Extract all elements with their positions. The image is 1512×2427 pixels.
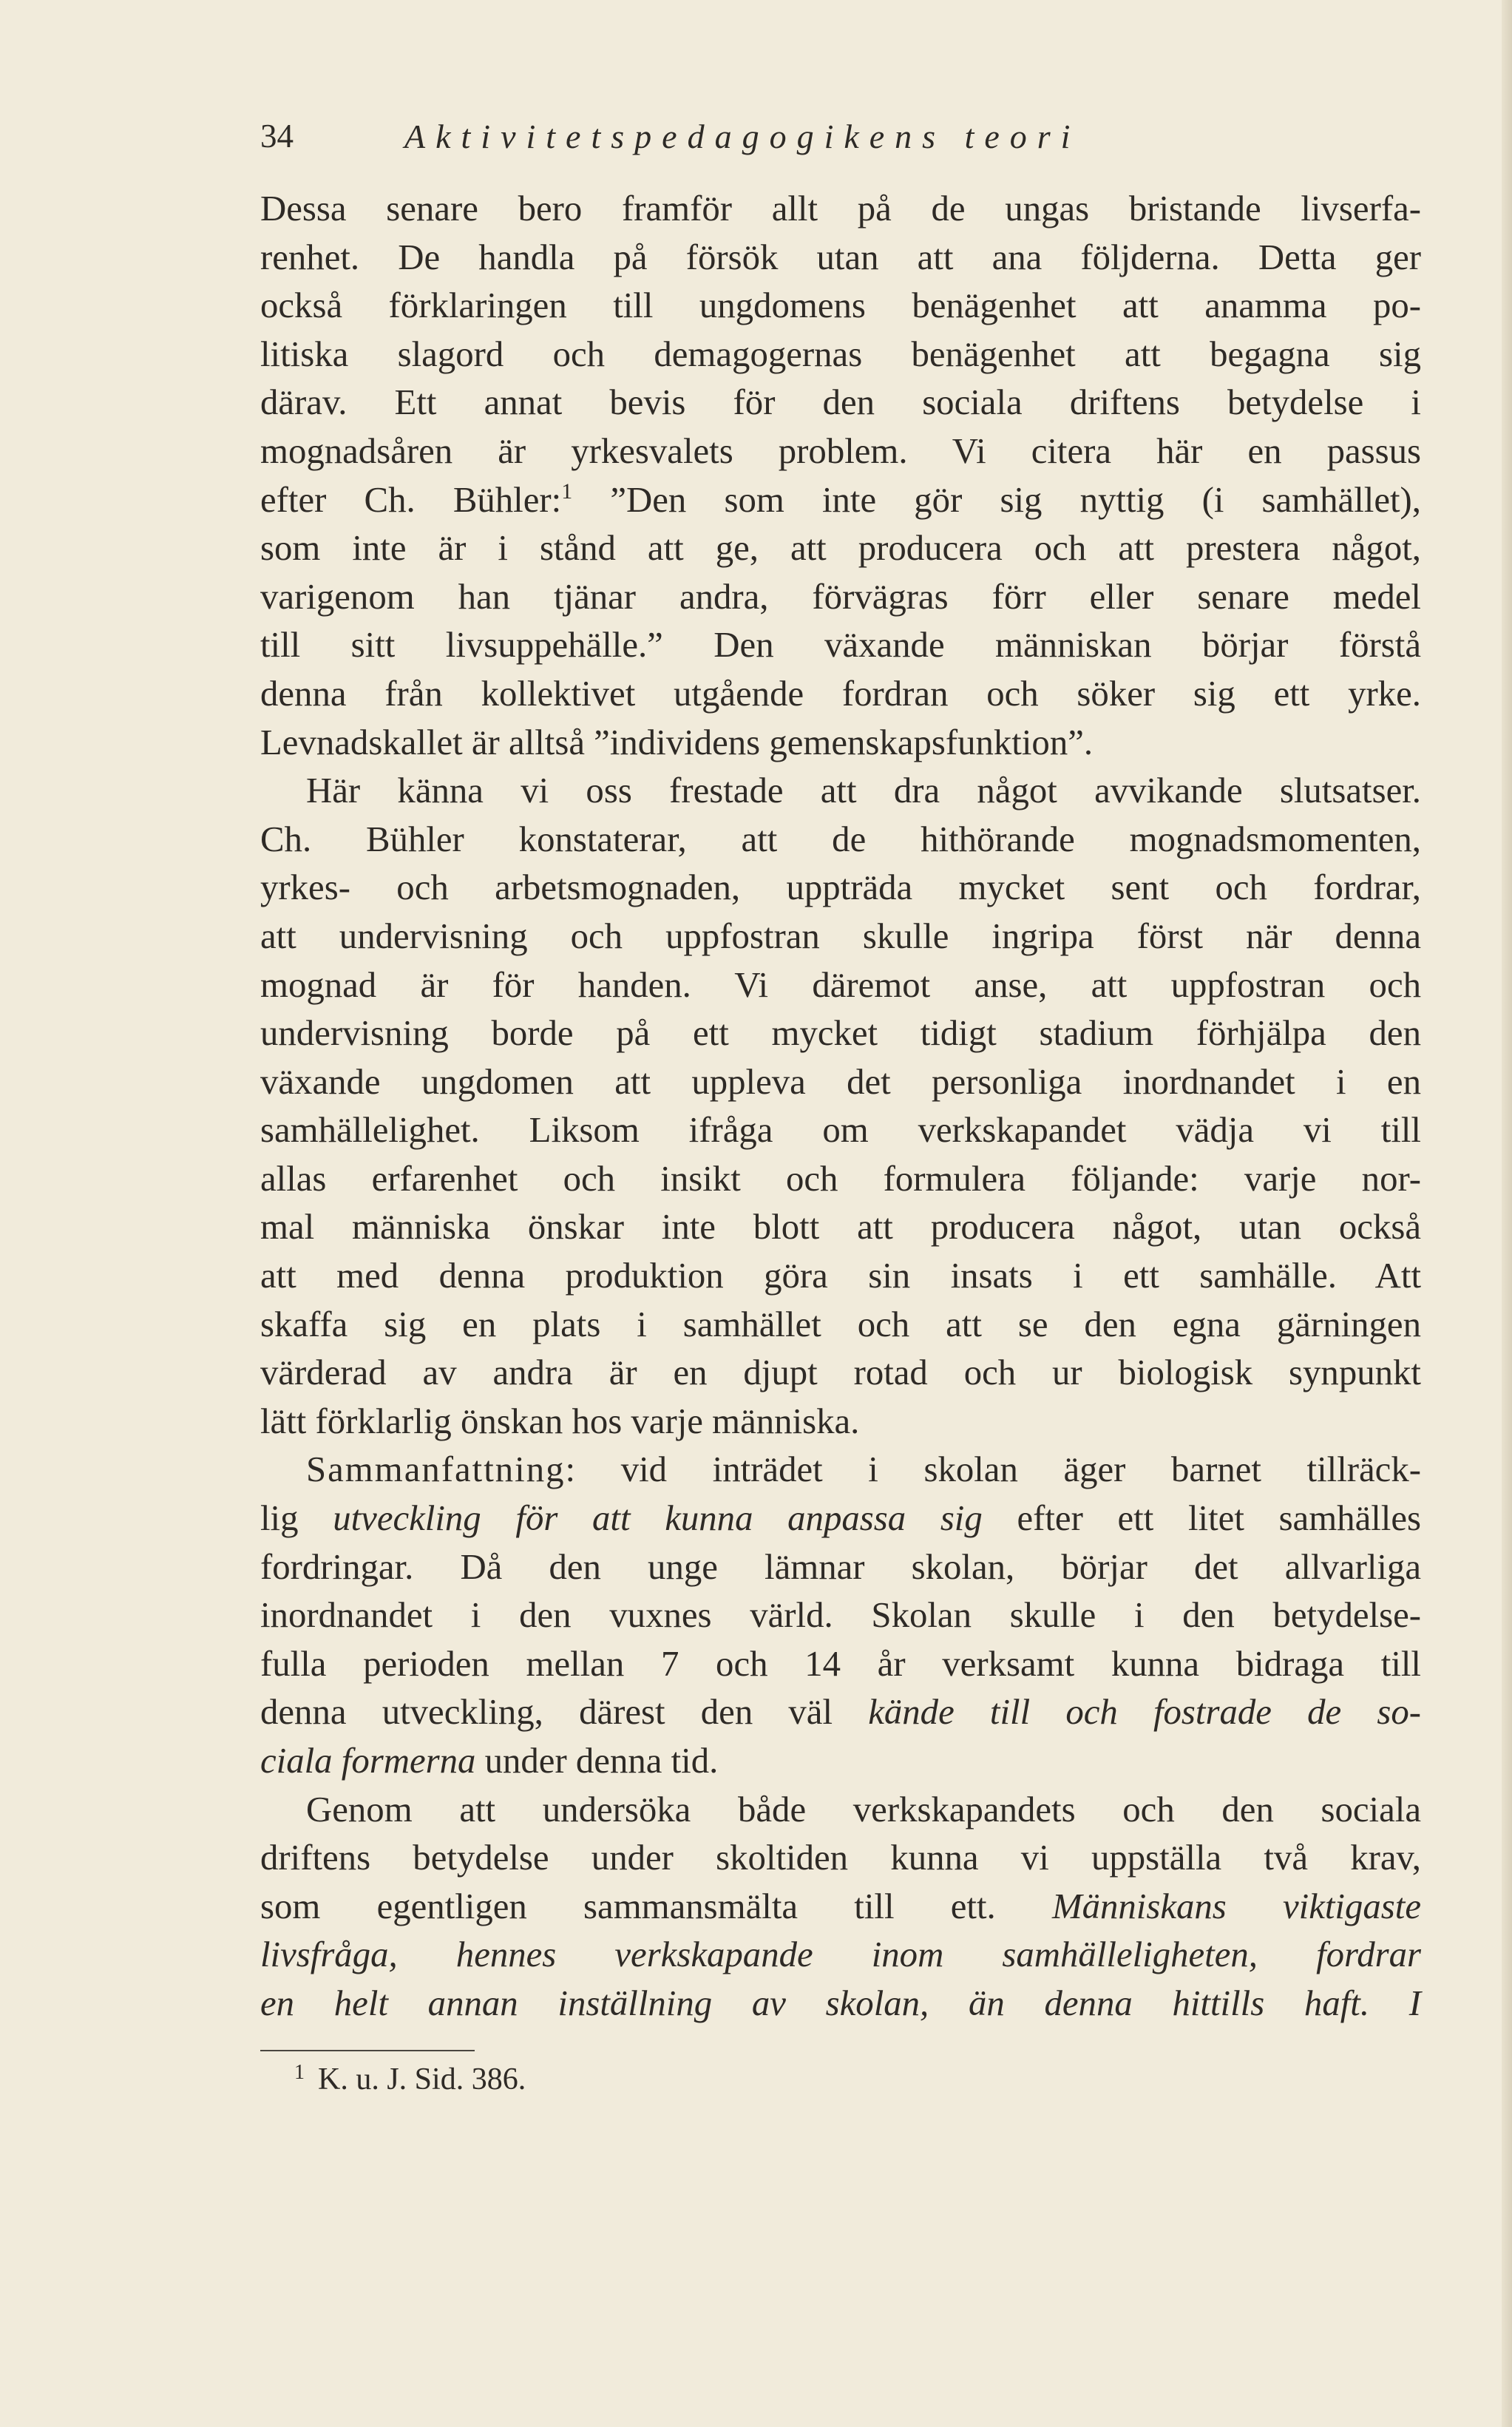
- footnote-mark: 1: [294, 2061, 305, 2084]
- text-run: värderad av andra är en djupt rotad och ur biologisk synpunkt: [260, 1353, 1421, 1393]
- text-line: [260, 1203, 1421, 1252]
- text-run: varigenom han tjänar andra, förvägras förr eller senare medel: [260, 576, 1421, 617]
- text-line: [260, 1495, 1421, 1543]
- text-run: växande ungdomen att uppleva det personliga inordnandet i en: [260, 1061, 1421, 1102]
- text-run: renhet. De handla på försök utan att ana följderna. Detta ger: [260, 237, 1421, 277]
- text-run: Levnadskallet är alltså ”individens gemenskapsfunktion”.: [260, 722, 1094, 762]
- page-edge-shadow: [1502, 0, 1512, 2427]
- running-title: Aktivitetspedagogikens teori: [404, 118, 1081, 155]
- italic-text: ciala formerna: [260, 1741, 476, 1781]
- italic-text: kände till och fostrade de so-: [868, 1692, 1421, 1733]
- italic-text: livsfråga, hennes verkskapande inom samhälleligheten, fordrar: [260, 1935, 1421, 1975]
- text-run: yrkes- och arbetsmognaden, uppträda mycket sent och fordrar,: [260, 867, 1421, 908]
- text-line: [260, 961, 1421, 1010]
- text-line: [260, 767, 1421, 816]
- text-run: driftens betydelse under skoltiden kunna vi uppställa två krav,: [260, 1838, 1421, 1878]
- text-run: därav. Ett annat bevis för den sociala driftens betydelse i: [260, 382, 1421, 423]
- text-run: denna utveckling, därest den väl: [260, 1692, 869, 1733]
- text-run: denna från kollektivet utgående fordran och söker sig ett yrke.: [260, 673, 1421, 714]
- text-line: [260, 1640, 1421, 1689]
- text-run: efter Ch. Bühler:: [260, 479, 562, 520]
- text-line: [260, 1883, 1421, 1932]
- text-run: inordnandet i den vuxnes värld. Skolan skulle i den betydelse-: [260, 1595, 1421, 1636]
- text-line: [260, 282, 1421, 331]
- text-run: skaffa sig en plats i samhället och att se den egna gärningen: [260, 1304, 1421, 1344]
- text-run: : vid inträdet i skolan äger barnet tillräck-: [565, 1449, 1421, 1490]
- text-run: Ch. Bühler konstaterar, att de hithörande mognadsmomenten,: [260, 819, 1421, 859]
- text-run: litiska slagord och demagogernas benägenhet att begagna sig: [260, 334, 1421, 374]
- text-line: [260, 1543, 1421, 1592]
- text-line: [260, 185, 1421, 234]
- footnote: [294, 2061, 526, 2097]
- text-line: [260, 1301, 1421, 1350]
- text-line: [260, 719, 1421, 768]
- text-run: Genom att undersöka både verkskapandets och den sociala: [306, 1789, 1421, 1829]
- text-line: [260, 1349, 1421, 1398]
- text-run: att undervisning och uppfostran skulle ingripa först när denna: [260, 915, 1421, 956]
- text-line: [260, 1106, 1421, 1155]
- text-line: [260, 816, 1421, 864]
- body-text: [260, 185, 1421, 2028]
- text-line: [260, 1398, 1421, 1446]
- text-run: allas erfarenhet och insikt och formulera följande: varje nor-: [260, 1158, 1421, 1199]
- text-line: [260, 913, 1421, 961]
- text-line: [260, 573, 1421, 622]
- text-line: [260, 1786, 1421, 1835]
- text-run: mal människa önskar inte blott att producera något, utan också: [260, 1207, 1421, 1248]
- text-line: [260, 1688, 1421, 1737]
- running-header: [260, 117, 1428, 161]
- footnote-divider: [260, 2050, 475, 2051]
- text-run: under denna tid.: [475, 1741, 719, 1781]
- text-run: fulla perioden mellan 7 och 14 år verksamt kunna bidraga till: [260, 1643, 1421, 1684]
- text-run: mognad är för handen. Vi däremot anse, att uppfostran och: [260, 964, 1421, 1005]
- text-line: [260, 1591, 1421, 1640]
- text-run: fordringar. Då den unge lämnar skolan, börjar det allvarliga: [260, 1546, 1421, 1587]
- italic-text: en helt annan inställning av skolan, än denna hittills haft. I: [260, 1983, 1421, 2023]
- text-line: [260, 476, 1421, 525]
- text-run: lig: [260, 1498, 333, 1539]
- text-run: undervisning borde på ett mycket tidigt stadium förhjälpa den: [260, 1013, 1421, 1054]
- text-line: [260, 427, 1421, 476]
- text-run: efter ett litet samhälles: [982, 1498, 1421, 1539]
- text-line: [260, 621, 1421, 670]
- text-line: [260, 1446, 1421, 1495]
- page-number: 34: [260, 118, 294, 155]
- text-run: lätt förklarlig önskan hos varje människa.: [260, 1401, 860, 1441]
- footnote-text: K. u. J. Sid. 386.: [318, 2062, 526, 2096]
- text-line: [260, 1252, 1421, 1301]
- text-run: som inte är i stånd att ge, att producera och att prestera något,: [260, 528, 1421, 569]
- text-line: [260, 1931, 1421, 1980]
- text-run: Sammanfattning: [306, 1449, 566, 1490]
- text-line: [260, 1980, 1421, 2028]
- text-run: mognadsåren är yrkesvalets problem. Vi citera här en passus: [260, 430, 1421, 471]
- text-line: [260, 331, 1421, 379]
- text-line: [260, 1834, 1421, 1883]
- text-line: [260, 670, 1421, 719]
- text-run: till sitt livsuppehälle.” Den växande människan börjar förstå: [260, 625, 1421, 666]
- text-line: [260, 234, 1421, 282]
- text-line: [260, 1009, 1421, 1058]
- text-run: också förklaringen till ungdomens benägenhet att anamma po-: [260, 285, 1421, 326]
- italic-text: utveckling för att kunna anpassa sig: [333, 1498, 983, 1539]
- text-line: [260, 1155, 1421, 1204]
- text-run: samhällelighet. Liksom ifråga om verkskapandet vädja vi till: [260, 1110, 1421, 1151]
- text-line: [260, 1058, 1421, 1107]
- text-run: ”Den som inte gör sig nyttig (i samhället),: [572, 479, 1421, 520]
- footnote-reference: 1: [561, 478, 573, 504]
- text-run: som egentligen sammansmälta till ett.: [260, 1886, 1052, 1926]
- text-line: [260, 379, 1421, 427]
- text-run: att med denna produktion göra sin insats i ett samhälle. Att: [260, 1256, 1421, 1296]
- text-run: Dessa senare bero framför allt på de ungas bristande livserfa-: [260, 189, 1421, 229]
- text-line: [260, 864, 1421, 913]
- text-line: [260, 1737, 1421, 1786]
- text-run: Här känna vi oss frestade att dra något avvikande slutsatser.: [306, 771, 1421, 811]
- italic-text: Människans viktigaste: [1051, 1886, 1421, 1926]
- text-line: [260, 524, 1421, 573]
